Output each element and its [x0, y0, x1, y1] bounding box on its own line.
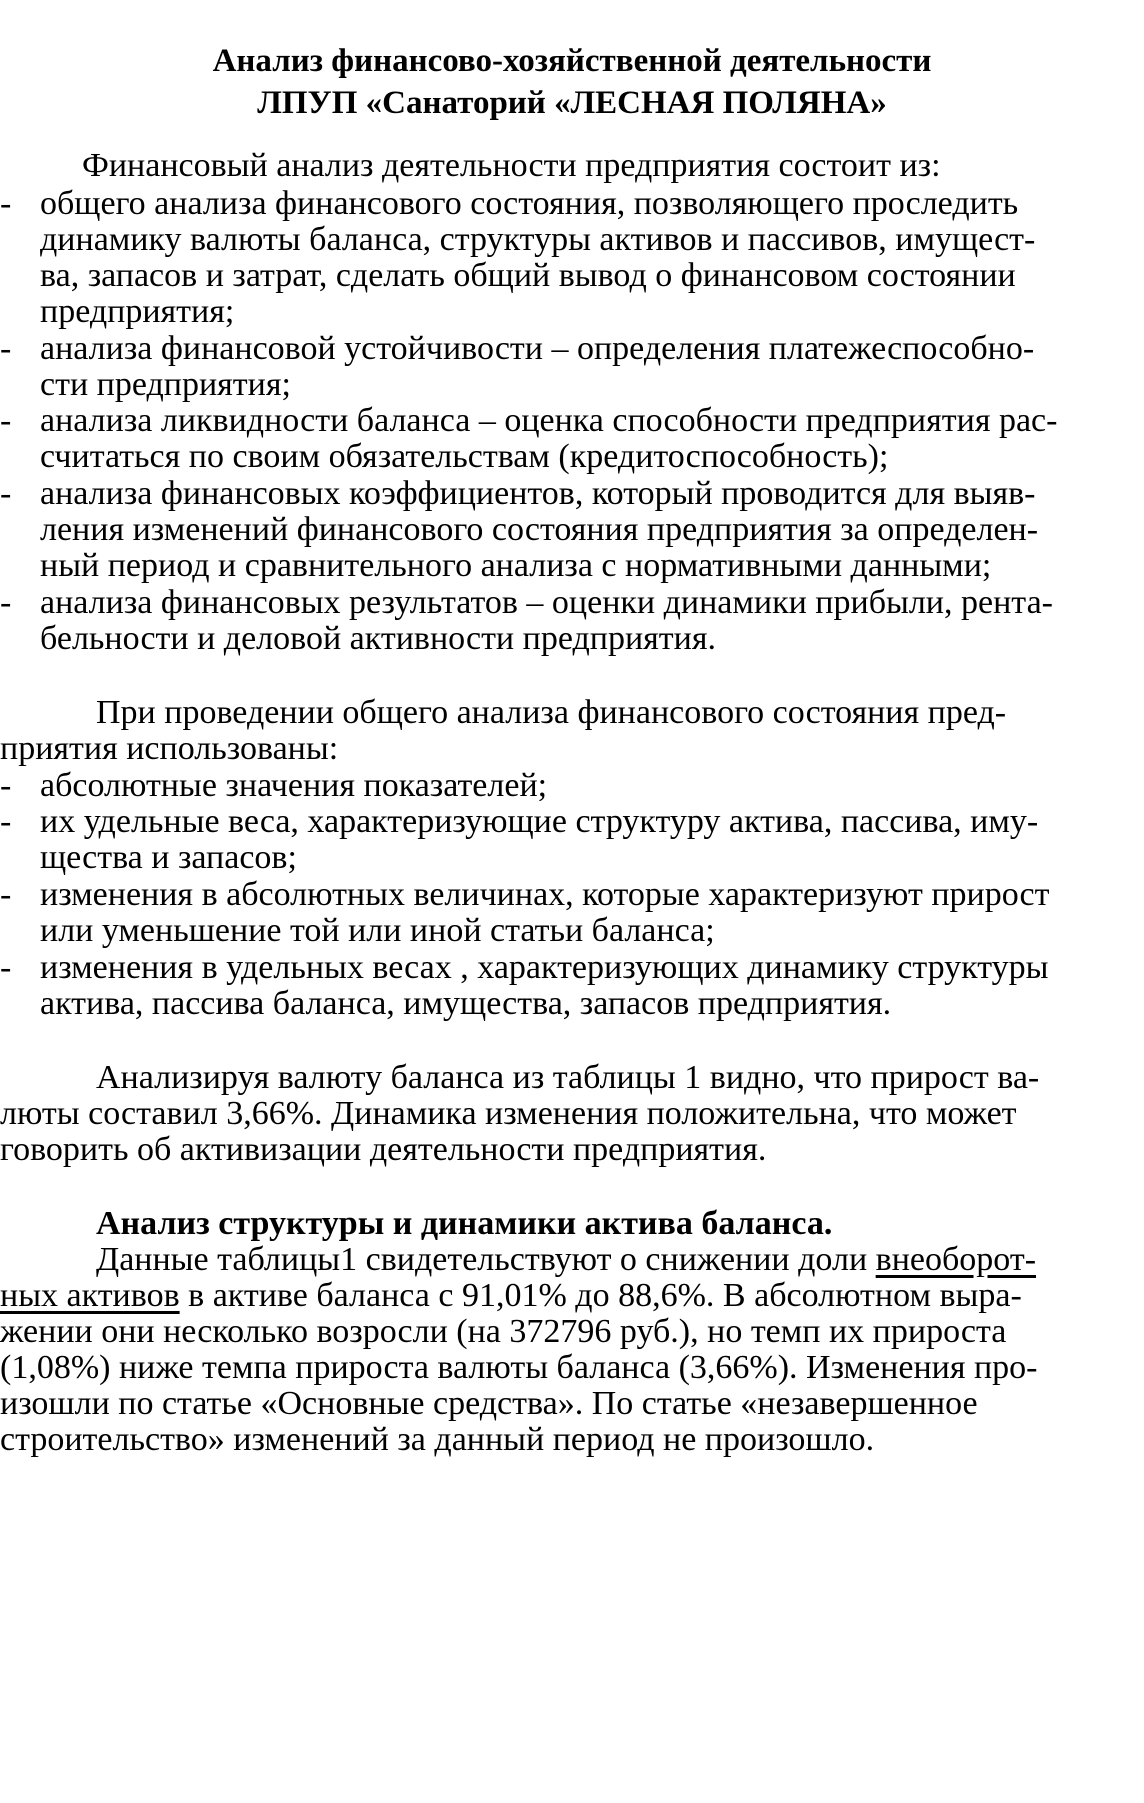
intro-item-3-line-2: считаться по своим обязательствам (кредитоспособность);	[40, 438, 889, 475]
intro-item-4-line-2: ления изменений финансового состояния предприятия за определен-	[40, 511, 1039, 548]
intro-lead: Финансовый анализ деятельности предприятия состоит из:	[82, 147, 941, 184]
noncurrent-assets-term-continued: ных активов	[0, 1277, 180, 1314]
general-item-4-line-1: изменения в удельных весах , характеризующих динамику структуры	[40, 949, 1049, 986]
bullet-dash: -	[0, 803, 12, 840]
intro-item-1-line-1: общего анализа финансового состояния, позволяющего проследить	[40, 185, 1019, 222]
intro-item-5-line-1: анализа финансовых результатов – оценки динамики прибыли, рента-	[40, 584, 1053, 621]
general-item-4-line-2: актива, пассива баланса, имущества, запасов предприятия.	[40, 985, 892, 1022]
bullet-dash: -	[0, 475, 12, 512]
structure-line-1	[96, 1239, 1036, 1280]
noncurrent-assets-term: внеоборот-	[875, 1241, 1037, 1278]
structure-line-5: изошли по статье «Основные средства». По статье «незавершенное	[0, 1385, 978, 1422]
document-title-line-1: Анализ финансово-хозяйственной деятельности	[212, 43, 932, 79]
structure-line-2-text: в активе баланса с 91,01% до 88,6%. В абсолютном выра-	[179, 1277, 1022, 1314]
general-item-2-line-1: их удельные веса, характеризующие структуру актива, пассива, иму-	[40, 803, 1039, 840]
structure-heading: Анализ структуры и динамики актива баланса.	[96, 1205, 833, 1242]
general-item-2-line-2: щества и запасов;	[40, 839, 297, 876]
bullet-dash: -	[0, 767, 12, 804]
intro-item-3-line-1: анализа ликвидности баланса – оценка способности предприятия рас-	[40, 402, 1058, 439]
intro-item-2-line-1: анализа финансовой устойчивости – определения платежеспособно-	[40, 330, 1035, 367]
general-lead-line-1: При проведении общего анализа финансового состояния пред-	[96, 694, 1007, 731]
structure-line-3: жении они несколько возросли (на 372796 руб.), но темп их прироста	[0, 1313, 1007, 1350]
currency-line-2: люты составил 3,66%. Динамика изменения положительна, что может	[0, 1095, 1017, 1132]
intro-item-4-line-1: анализа финансовых коэффициентов, который проводится для выяв-	[40, 475, 1036, 512]
structure-line-4: (1,08%) ниже темпа прироста валюты баланса (3,66%). Изменения про-	[0, 1349, 1038, 1386]
bullet-dash: -	[0, 584, 12, 621]
general-item-3-line-2: или уменьшение той или иной статьи баланса;	[40, 912, 715, 949]
intro-item-1-line-4: предприятия;	[40, 293, 235, 330]
bullet-dash: -	[0, 402, 12, 439]
currency-line-3: говорить об активизации деятельности предприятия.	[0, 1131, 767, 1168]
general-item-1-line-1: абсолютные значения показателей;	[40, 767, 548, 804]
intro-item-5-line-2: бельности и деловой активности предприятия.	[40, 620, 716, 657]
intro-item-4-line-3: ный период и сравнительного анализа с нормативными данными;	[40, 547, 992, 584]
general-item-3-line-1: изменения в абсолютных величинах, которые характеризуют прирост	[40, 876, 1050, 913]
structure-line-2	[0, 1275, 1022, 1316]
structure-line-1-text: Данные таблицы1 свидетельствуют о снижении доли	[96, 1241, 876, 1278]
document-title-line-2: ЛПУП «Санаторий «ЛЕСНАЯ ПОЛЯНА»	[257, 85, 887, 121]
bullet-dash: -	[0, 330, 12, 367]
general-lead-line-2: приятия использованы:	[0, 730, 339, 767]
bullet-dash: -	[0, 876, 12, 913]
intro-item-2-line-2: сти предприятия;	[40, 366, 291, 403]
bullet-dash: -	[0, 185, 12, 222]
currency-line-1: Анализируя валюту баланса из таблицы 1 видно, что прирост ва-	[96, 1059, 1040, 1096]
bullet-dash: -	[0, 949, 12, 986]
structure-line-6: строительство» изменений за данный период не произошло.	[0, 1421, 875, 1458]
intro-item-1-line-3: ва, запасов и затрат, сделать общий вывод о финансовом состоянии	[40, 257, 1016, 294]
intro-item-1-line-2: динамику валюты баланса, структуры активов и пассивов, имущест-	[40, 221, 1036, 258]
